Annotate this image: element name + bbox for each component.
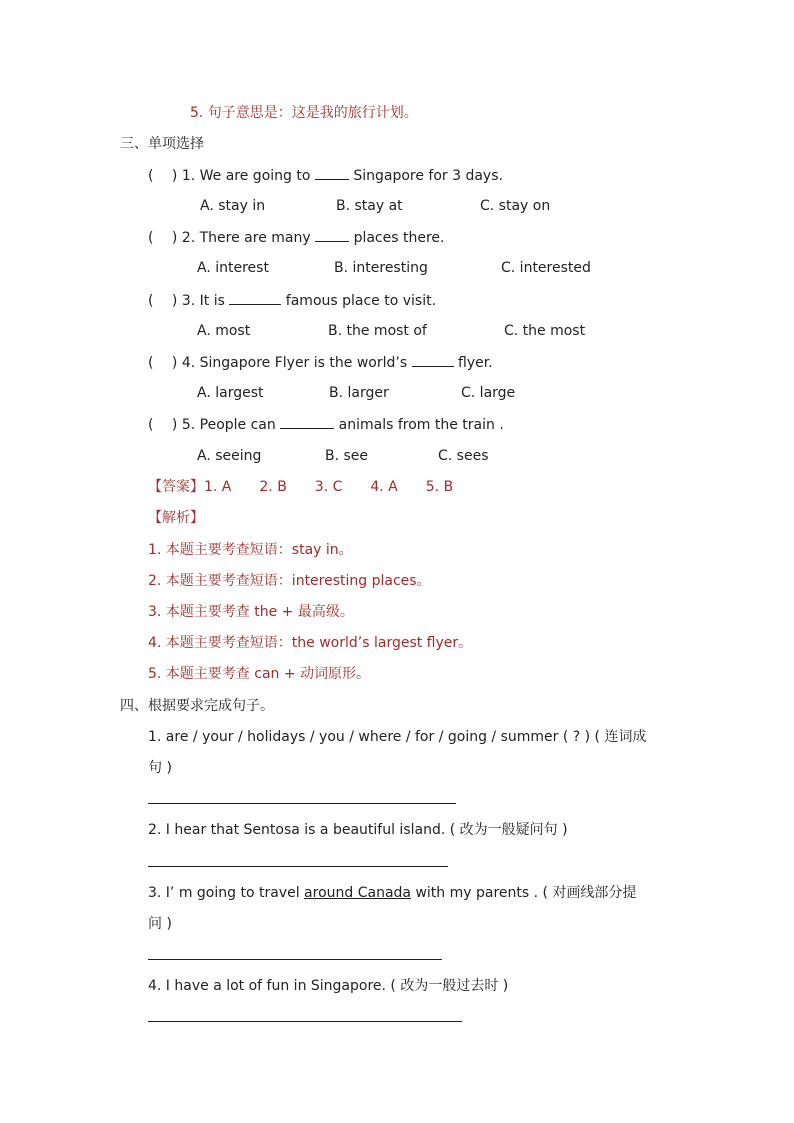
section4-question-3-underlined: around Canada bbox=[304, 885, 411, 901]
question-3-suffix: famous place to visit. bbox=[285, 293, 437, 309]
question-1-option-c[interactable]: C. stay on bbox=[480, 198, 551, 214]
question-2-option-c[interactable]: C. interested bbox=[501, 260, 591, 276]
question-4-prefix: ( ) 4. Singapore Flyer is the world’s bbox=[148, 355, 408, 371]
answer-values: 1. A 2. B 3. C 4. A 5. B bbox=[204, 479, 454, 495]
question-1 bbox=[148, 165, 503, 186]
question-3-option-a[interactable]: A. most bbox=[197, 323, 251, 339]
question-4-option-b[interactable]: B. larger bbox=[329, 385, 389, 401]
question-4-option-a[interactable]: A. largest bbox=[197, 385, 264, 401]
question-3-option-c[interactable]: C. the most bbox=[504, 323, 586, 339]
section2-item-5: 5. 句子意思是：这是我的旅行计划。 bbox=[190, 105, 418, 121]
question-5-prefix: ( ) 5. People can bbox=[148, 417, 276, 433]
section4-question-2: 2. I hear that Sentosa is a beautiful island. ( 改为一般疑问句 ) bbox=[148, 822, 568, 838]
analysis-item-5: 5. 本题主要考查 can + 动词原形。 bbox=[148, 666, 371, 682]
section3-heading: 三、单项选择 bbox=[120, 136, 204, 152]
analysis-item-2: 2. 本题主要考查短语：interesting places。 bbox=[148, 573, 431, 589]
question-5-option-b[interactable]: B. see bbox=[325, 448, 369, 464]
question-1-option-b[interactable]: B. stay at bbox=[336, 198, 403, 214]
question-4 bbox=[148, 352, 493, 373]
section4-question-1-line1: 1. are / your / holidays / you / where / for / going / summer ( ? ) ( 连词成 bbox=[148, 729, 647, 745]
answer-label: 【答案】 bbox=[148, 479, 204, 495]
question-5-option-a[interactable]: A. seeing bbox=[197, 448, 262, 464]
question-3-option-b[interactable]: B. the most of bbox=[328, 323, 427, 339]
question-5-option-c[interactable]: C. sees bbox=[438, 448, 489, 464]
question-1-option-a[interactable]: A. stay in bbox=[200, 198, 266, 214]
analysis-item-1: 1. 本题主要考查短语：stay in。 bbox=[148, 542, 353, 558]
analysis-label: 【解析】 bbox=[148, 510, 204, 526]
section4-question-3-prefix: 3. I’ m going to travel bbox=[148, 885, 300, 901]
question-3-blank[interactable] bbox=[229, 290, 281, 305]
question-5-suffix: animals from the train . bbox=[338, 417, 504, 433]
question-2-prefix: ( ) 2. There are many bbox=[148, 230, 311, 246]
question-2-option-b[interactable]: B. interesting bbox=[334, 260, 428, 276]
question-1-prefix: ( ) 1. We are going to bbox=[148, 168, 311, 184]
analysis-item-4: 4. 本题主要考查短语：the world’s largest flyer。 bbox=[148, 635, 473, 651]
question-3 bbox=[148, 290, 436, 311]
section4-question-3-line2: 问 ) bbox=[148, 916, 172, 932]
answer-row bbox=[148, 477, 453, 497]
analysis-item-3: 3. 本题主要考查 the + 最高级。 bbox=[148, 604, 354, 620]
section4-answer-line-4[interactable] bbox=[148, 1021, 462, 1022]
section4-answer-line-3[interactable] bbox=[148, 959, 442, 960]
question-4-suffix: flyer. bbox=[458, 355, 493, 371]
section4-question-4: 4. I have a lot of fun in Singapore. ( 改为一般过去时 ) bbox=[148, 978, 509, 994]
question-2 bbox=[148, 227, 444, 248]
question-1-suffix: Singapore for 3 days. bbox=[353, 168, 503, 184]
question-4-blank[interactable] bbox=[412, 352, 454, 367]
section4-question-3-suffix: with my parents . ( 对画线部分提 bbox=[415, 885, 637, 901]
question-5 bbox=[148, 414, 504, 435]
question-1-blank[interactable] bbox=[315, 165, 349, 180]
question-2-option-a[interactable]: A. interest bbox=[197, 260, 269, 276]
question-4-option-c[interactable]: C. large bbox=[461, 385, 516, 401]
section4-question-3-line1 bbox=[148, 883, 636, 903]
section4-question-1-line2: 句 ) bbox=[148, 760, 172, 776]
question-5-blank[interactable] bbox=[280, 414, 334, 429]
section4-answer-line-1[interactable] bbox=[148, 803, 456, 804]
question-2-blank[interactable] bbox=[315, 227, 349, 242]
section4-answer-line-2[interactable] bbox=[148, 866, 448, 867]
question-2-suffix: places there. bbox=[353, 230, 445, 246]
section4-heading: 四、根据要求完成句子。 bbox=[120, 698, 274, 714]
question-3-prefix: ( ) 3. It is bbox=[148, 293, 225, 309]
